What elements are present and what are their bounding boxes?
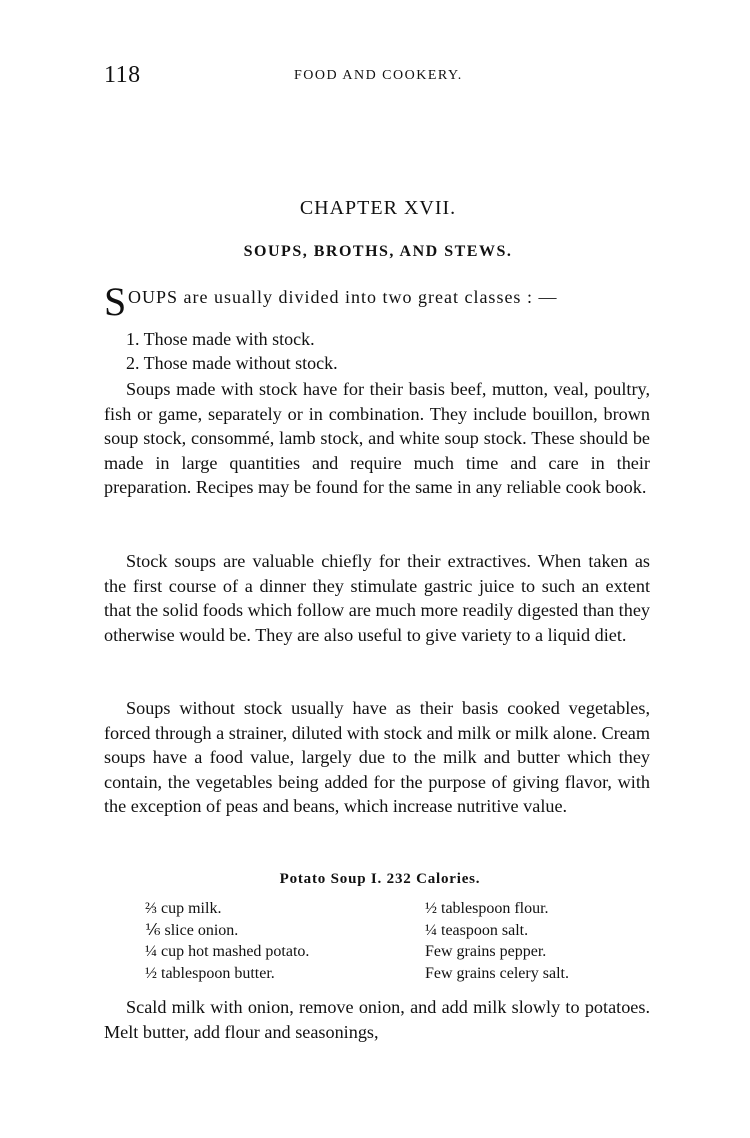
intro-line [104, 279, 650, 324]
ingredient-item: ⅙ slice onion. [145, 921, 239, 939]
ingredient-item: ¼ teaspoon salt. [425, 921, 529, 939]
paragraph: Stock soups are valuable chiefly for their extractives. When taken as the first course of a dinner they stimulate gastric juice to such an extent that the solid foods which follow are much more readily digested than they otherwise would be. They are also useful to give variety to a liquid diet. [104, 551, 650, 645]
ingredient-item: ½ tablespoon flour. [425, 900, 549, 917]
recipe-title: Potato Soup I. 232 Calories. [279, 871, 481, 887]
ingredient-item: ⅔ cup milk. [145, 900, 222, 917]
chapter-title: CHAPTER XVII. [299, 197, 457, 219]
paragraph: Soups without stock usually have as their basis cooked vegetables, forced through a strainer, diluted with stock and milk or milk alone. Cream soups have a food value, largely due to the milk and butter which they contain, the vegetables being added for the purpose of giving flavor, with the exception of peas and beans, which increase nutritive value. [104, 698, 650, 816]
recipe-instructions: Scald milk with onion, remove onion, and add milk slowly to potatoes. Melt butter, add flour and seasonings, [104, 997, 650, 1042]
ingredient-item: ½ tablespoon butter. [145, 964, 275, 982]
intro-text: OUPS are usually divided into two great classes : — [128, 287, 558, 307]
drop-cap: S [104, 279, 127, 324]
running-title: FOOD AND COOKERY. [294, 68, 463, 83]
ingredients-left [145, 898, 309, 984]
section-title: SOUPS, BROTHS, AND STEWS. [243, 243, 513, 260]
list-item: 2. Those made without stock. [126, 353, 338, 373]
paragraph: Soups made with stock have for their basis beef, mutton, veal, poultry, fish or game, separately or in combination. They include bouillon, brown soup stock, consommé, lamb stock, and white soup stock. These should be made in large quantities and require much time and care in their preparation. Recipes may be found for the same in any reliable cook book. [104, 379, 650, 497]
ingredient-item: Few grains celery salt. [425, 964, 569, 982]
page-number: 118 [104, 62, 141, 88]
ingredient-item: Few grains pepper. [425, 943, 547, 960]
running-header [104, 62, 664, 92]
list-item: 1. Those made with stock. [126, 329, 315, 349]
ingredient-item: ¼ cup hot mashed potato. [145, 943, 310, 960]
ingredients-right [425, 898, 569, 984]
